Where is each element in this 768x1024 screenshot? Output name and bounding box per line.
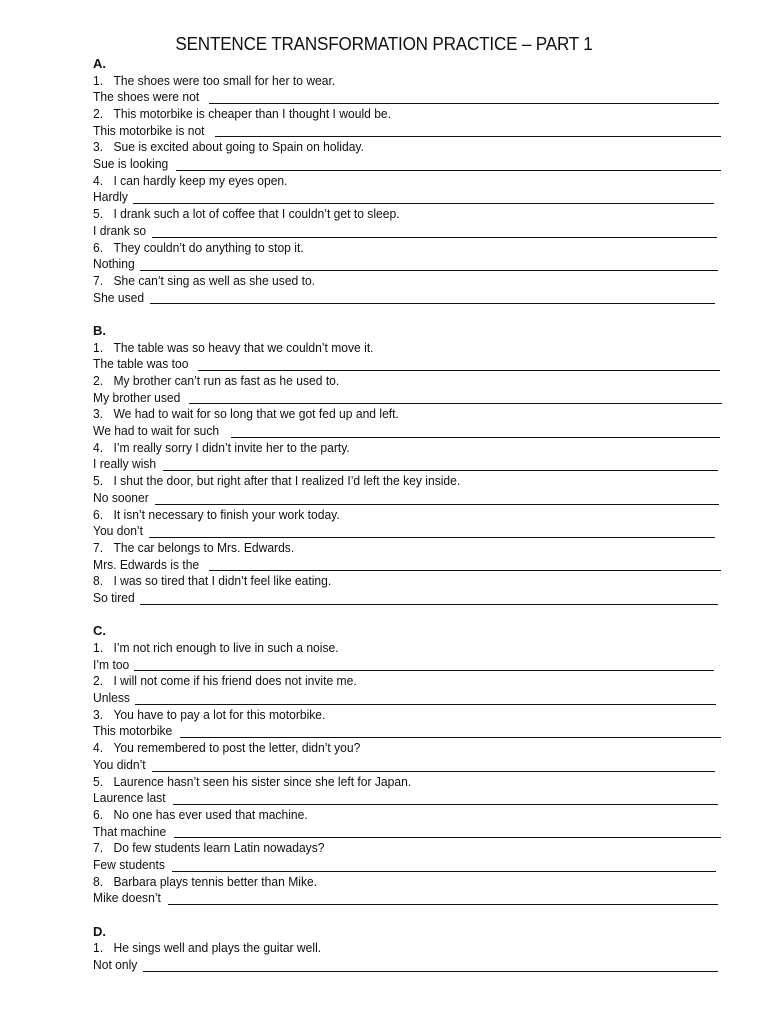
question-number: 7. [93, 539, 104, 555]
prompt-text: We had to wait for so long that we got fed up and left. [113, 406, 399, 422]
question-number: 5. [93, 473, 104, 489]
answer-blank[interactable] [155, 492, 719, 505]
answer-line [93, 824, 720, 841]
section-label: A. [93, 56, 106, 71]
sections-container [93, 56, 720, 974]
prompt-text: You remembered to post the letter, didn’t you? [113, 740, 361, 756]
answer-line [93, 690, 720, 707]
answer-line [93, 523, 720, 540]
question-prompt [93, 373, 676, 390]
answer-blank[interactable] [174, 825, 721, 838]
prompt-text: My brother can’t run as fast as he used to. [113, 373, 340, 389]
answer-stem: The table was too [93, 356, 189, 372]
prompt-text: Laurence hasn’t seen his sister since she left for Japan. [113, 773, 412, 789]
answer-stem: This motorbike [93, 723, 173, 739]
question-number: 5. [93, 206, 104, 222]
question-prompt [93, 406, 676, 423]
answer-stem: Nothing [93, 256, 135, 272]
answer-blank[interactable] [209, 558, 721, 571]
section-d [93, 924, 720, 974]
section-spacer [93, 607, 720, 624]
prompt-text: Sue is excited about going to Spain on holiday. [113, 139, 364, 155]
question-number: 1. [93, 940, 104, 956]
question-prompt [93, 840, 676, 857]
answer-stem: I drank so [93, 222, 147, 238]
answer-line [93, 890, 720, 907]
prompt-text: You have to pay a lot for this motorbike. [113, 706, 326, 722]
question-number: 4. [93, 172, 104, 188]
prompt-text: This motorbike is cheaper than I thought I would be. [113, 106, 392, 122]
answer-blank[interactable] [163, 458, 718, 471]
question-prompt [93, 273, 676, 290]
answer-line [93, 190, 720, 207]
answer-blank[interactable] [198, 358, 721, 371]
prompt-text: They couldn’t do anything to stop it. [113, 239, 304, 255]
prompt-text: I will not come if his friend does not invite me. [113, 673, 357, 689]
answer-line [93, 156, 720, 173]
answer-blank[interactable] [173, 792, 718, 805]
answer-blank[interactable] [135, 692, 716, 705]
answer-stem: This motorbike is not [93, 122, 205, 138]
answer-blank[interactable] [215, 124, 721, 137]
answer-blank[interactable] [168, 892, 718, 905]
question-prompt [93, 173, 676, 190]
answer-line [93, 290, 720, 307]
answer-line [93, 557, 720, 574]
answer-line [93, 89, 720, 106]
question-prompt [93, 707, 676, 724]
question-number: 3. [93, 706, 104, 722]
prompt-text: I’m not rich enough to live in such a noise. [113, 640, 339, 656]
answer-blank[interactable] [172, 859, 716, 872]
answer-blank[interactable] [134, 658, 714, 671]
answer-blank[interactable] [231, 425, 721, 438]
answer-blank[interactable] [133, 191, 714, 204]
question-number: 5. [93, 773, 104, 789]
answer-stem: Mrs. Edwards is the [93, 556, 200, 572]
answer-line [93, 757, 720, 774]
answer-line [93, 490, 720, 507]
answer-stem: I really wish [93, 456, 157, 472]
question-number: 6. [93, 506, 104, 522]
answer-stem: Not only [93, 957, 138, 973]
question-number: 8. [93, 873, 104, 889]
question-prompt [93, 573, 676, 590]
prompt-text: I shut the door, but right after that I realized I’d left the key inside. [113, 473, 461, 489]
section-spacer [93, 306, 720, 323]
question-number: 6. [93, 239, 104, 255]
question-number: 2. [93, 373, 104, 389]
question-prompt [93, 240, 676, 257]
answer-line [93, 857, 720, 874]
answer-line [93, 724, 720, 741]
answer-blank[interactable] [152, 225, 717, 238]
prompt-text: He sings well and plays the guitar well. [113, 940, 322, 956]
answer-stem: That machine [93, 823, 167, 839]
question-number: 1. [93, 339, 104, 355]
answer-line [93, 657, 720, 674]
question-number: 4. [93, 740, 104, 756]
question-prompt [93, 507, 676, 524]
section-label: C. [93, 623, 106, 639]
answer-blank[interactable] [140, 258, 718, 271]
section-b [93, 323, 720, 607]
answer-blank[interactable] [150, 291, 715, 304]
question-prompt [93, 807, 676, 824]
answer-stem: Sue is looking [93, 156, 169, 172]
prompt-text: The table was so heavy that we couldn’t move it. [113, 339, 374, 355]
question-number: 2. [93, 106, 104, 122]
prompt-text: It isn’t necessary to finish your work today. [113, 506, 340, 522]
question-number: 8. [93, 573, 104, 589]
question-number: 2. [93, 673, 104, 689]
answer-line [93, 123, 720, 140]
question-prompt [93, 440, 676, 457]
answer-line [93, 356, 720, 373]
section-label: D. [93, 923, 106, 939]
question-prompt [93, 640, 676, 657]
answer-blank[interactable] [189, 391, 722, 404]
answer-stem: You don’t [93, 523, 143, 539]
prompt-text: I can hardly keep my eyes open. [113, 172, 288, 188]
prompt-text: Barbara plays tennis better than Mike. [113, 873, 318, 889]
question-prompt [93, 473, 676, 490]
question-number: 7. [93, 272, 104, 288]
question-prompt [93, 340, 676, 357]
question-number: 3. [93, 139, 104, 155]
question-number: 3. [93, 406, 104, 422]
question-prompt [93, 940, 676, 957]
question-prompt [93, 106, 676, 123]
answer-blank[interactable] [143, 959, 719, 972]
page-title: SENTENCE TRANSFORMATION PRACTICE – PART 1 [175, 34, 593, 54]
question-prompt [93, 540, 676, 557]
answer-stem: You didn’t [93, 756, 146, 772]
answer-blank[interactable] [149, 525, 715, 538]
answer-blank[interactable] [180, 725, 721, 738]
answer-stem: My brother used [93, 389, 181, 405]
question-prompt [93, 874, 676, 891]
question-prompt [93, 206, 676, 223]
prompt-text: I was so tired that I didn’t feel like eating. [113, 573, 332, 589]
question-number: 7. [93, 840, 104, 856]
answer-stem: So tired [93, 589, 135, 605]
answer-blank[interactable] [152, 759, 715, 772]
answer-blank[interactable] [176, 158, 721, 171]
answer-stem: We had to wait for such [93, 423, 220, 439]
answer-line [93, 457, 720, 474]
section-label: B. [93, 323, 106, 338]
question-prompt [93, 740, 676, 757]
section-spacer [93, 907, 720, 924]
answer-blank[interactable] [209, 91, 719, 104]
answer-line [93, 256, 720, 273]
question-prompt [93, 673, 676, 690]
answer-line [93, 590, 720, 607]
prompt-text: The car belongs to Mrs. Edwards. [113, 539, 295, 555]
question-number: 1. [93, 72, 104, 88]
answer-stem: Hardly [93, 189, 128, 205]
prompt-text: No one has ever used that machine. [113, 806, 308, 822]
question-number: 6. [93, 806, 104, 822]
prompt-text: She can’t sing as well as she used to. [113, 272, 316, 288]
prompt-text: I drank such a lot of coffee that I couldn’t get to sleep. [113, 206, 400, 222]
answer-stem: No sooner [93, 489, 149, 505]
answer-line [93, 390, 720, 407]
question-prompt [93, 774, 676, 791]
answer-line [93, 957, 720, 974]
prompt-text: I’m really sorry I didn’t invite her to the party. [113, 439, 350, 455]
question-prompt [93, 139, 676, 156]
answer-stem: Unless [93, 690, 130, 706]
question-number: 1. [93, 640, 104, 656]
answer-stem: Mike doesn’t [93, 890, 161, 906]
answer-stem: She used [93, 289, 145, 305]
answer-stem: The shoes were not [93, 89, 200, 105]
question-prompt [93, 73, 676, 90]
answer-line [93, 223, 720, 240]
prompt-text: The shoes were too small for her to wear. [113, 72, 336, 88]
prompt-text: Do few students learn Latin nowadays? [113, 840, 325, 856]
answer-blank[interactable] [140, 592, 718, 605]
answer-stem: I’m too [93, 656, 130, 672]
answer-stem: Few students [93, 856, 165, 872]
answer-line [93, 423, 720, 440]
answer-stem: Laurence last [93, 790, 166, 806]
section-a [93, 56, 720, 306]
section-c [93, 623, 720, 907]
question-number: 4. [93, 439, 104, 455]
answer-line [93, 790, 720, 807]
